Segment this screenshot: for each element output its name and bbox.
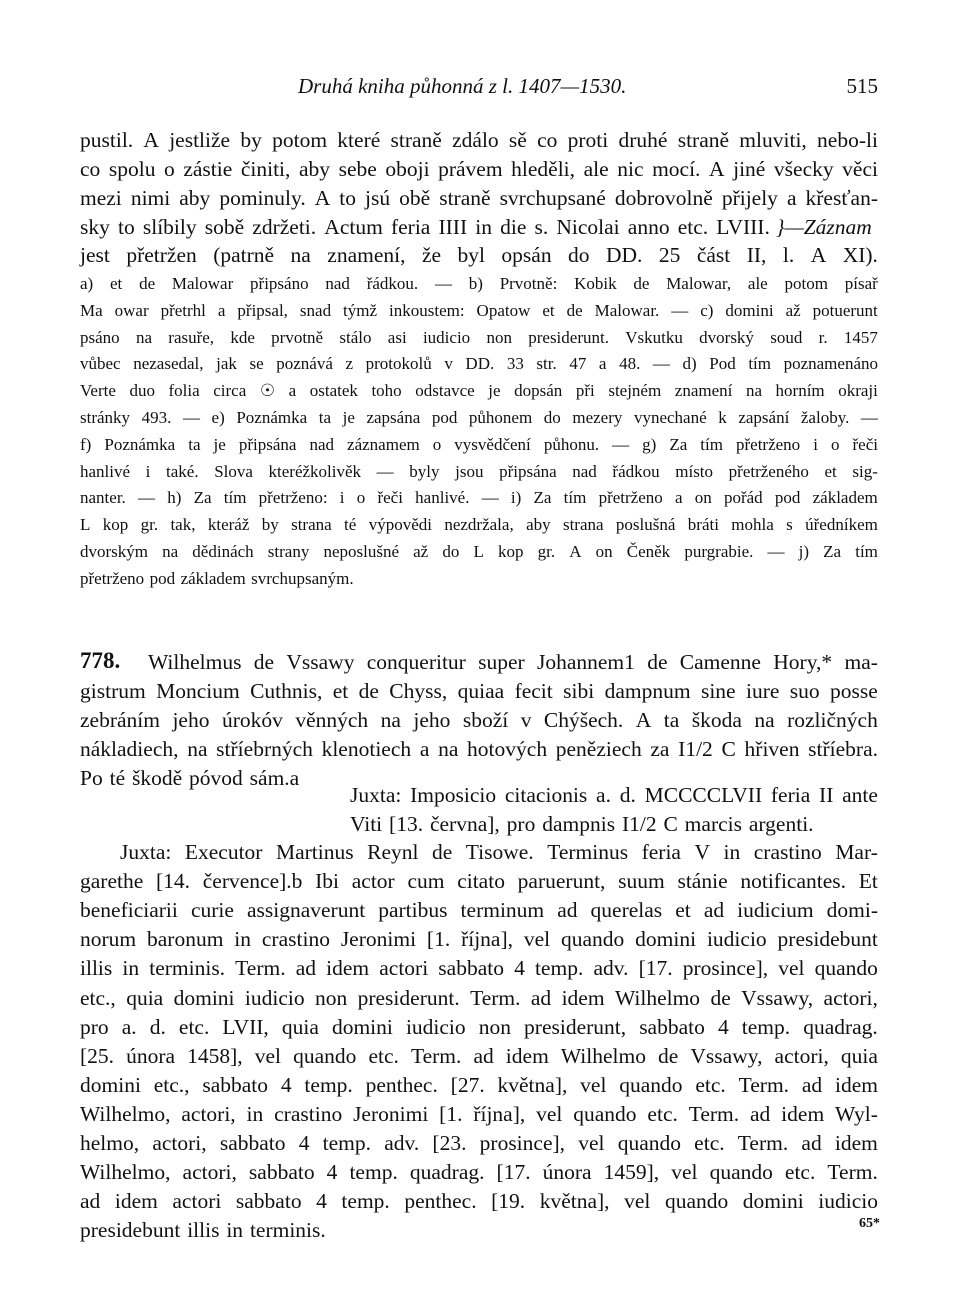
footnote-line: psáno na rasuře, kde prvotně stálo asi iudicio non presiderunt. Vskutku dvorský soud r. 1457 — [80, 328, 878, 347]
entry-line: Po té škodě póvod sám.a — [80, 766, 300, 790]
page-header — [80, 74, 878, 102]
footnote-line: přetrženo pod základem svrchupsaným. — [80, 569, 354, 588]
running-title: Druhá kniha půhonná z l. 1407—1530. — [298, 74, 627, 98]
footnote-line: vůbec nezasedal, jak se poznává z protokolů v DD. 33 str. 47 a 48. — d) Pod tím poznamenáno — [80, 354, 878, 373]
entry-line: nákladiech, na stříebrných klenotiech a na hotových peněziech za I1/2 C hřiven stříebra. — [80, 737, 878, 761]
juxta-line: Viti [13. června], pro dampnis I1/2 C marcis argenti. — [350, 812, 814, 836]
footnote-line: hanlivé i také. Slova kteréžkolivěk — byly jsou připsána nad řádkou místo přetrženého et sig- — [80, 462, 878, 481]
footnote-line: nanter. — h) Za tím přetrženo: i o řeči hanlivé. — i) Za tím přetrženo a on pořád pod základem — [80, 488, 878, 507]
text-line: co spolu o zástie činiti, aby sebe oboji právem hleděli, ale nic mocí. A jiné všecky věci — [80, 157, 878, 181]
text-line-tail: }—Záznam — [776, 215, 872, 239]
entry-line: garethe [14. července].b Ibi actor cum citato paruerunt, suum stánie notificantes. Et — [80, 869, 878, 893]
entry-line: Wilhelmus de Vssawy conqueritur super Johannem1 de Camenne Hory,* ma- — [148, 650, 878, 674]
entry-line: presidebunt illis in terminis. — [80, 1218, 326, 1242]
text-line: jest přetržen (patrně na znamení, že byl opsán do DD. 25 část II, l. A XI). — [80, 243, 878, 267]
entry-line: norum baronum in crastino Jeronimi [1. října], vel quando domini iudicio presidebunt — [80, 927, 878, 951]
text-line: sky to slíbily sobě zdržeti. Actum feria IIII in die s. Nicolai anno etc. LVIII. — [80, 215, 770, 239]
entry-number: 778. — [80, 648, 121, 673]
footnote-line: a) et de Malowar připsáno nad řádkou. — b) Prvotně: Kobik de Malowar, ale potom písař — [80, 274, 878, 293]
entry-line: illis in terminis. Term. ad idem actori sabbato 4 temp. adv. [17. prosince], vel quando — [80, 956, 878, 980]
signature-mark: 65* — [859, 1216, 880, 1231]
entry-line: zebráním jeho úrokóv věnných na jeho sboží v Chýšech. A ta škoda na rozličných — [80, 708, 878, 732]
entry-line: Wilhelmo, actori, in crastino Jeronimi [1. října], vel quando etc. Term. ad idem Wyl- — [80, 1102, 878, 1126]
entry-line: helmo, actori, sabbato 4 temp. adv. [23. prosince], vel quando etc. Term. ad idem — [80, 1131, 878, 1155]
footnote-line: stránky 493. — e) Poznámka ta je zapsána pod půhonem do mezery vynechané k zapsání žaloby. — — [80, 408, 878, 427]
text-line: mezi nimi aby pominuly. A to jsú obě straně svrchupsané dobrovolně přijely a křesťan- — [80, 186, 878, 210]
entry-line: domini etc., sabbato 4 temp. penthec. [27. května], vel quando etc. Term. ad idem — [80, 1073, 878, 1097]
entry-line: Wilhelmo, actori, sabbato 4 temp. quadrag. [17. února 1459], vel quando etc. Term. — [80, 1160, 878, 1184]
footnote-line: dvorským na dědinách strany neposlušné až do L kop gr. A on Čeněk purgrabie. — j) Za tím — [80, 542, 878, 561]
entry-line: [25. února 1458], vel quando etc. Term. ad idem Wilhelmo de Vssawy, actori, quia — [80, 1044, 878, 1068]
page-number: 515 — [846, 74, 878, 98]
juxta-line: Juxta: Imposicio citacionis a. d. MCCCCLVII feria II ante — [350, 783, 878, 807]
footnote-line: L kop gr. tak, kteráž by strana té výpovědi nezdržala, aby strana poslušná bráti mohla s úředníkem — [80, 515, 878, 534]
entry-line: pro a. d. etc. LVII, quia domini iudicio non presiderunt, sabbato 4 temp. quadrag. — [80, 1015, 878, 1039]
entry-line: etc., quia domini iudicio non presiderunt. Term. ad idem Wilhelmo de Vssawy, actori, — [80, 986, 878, 1010]
footnote-line: Ma owar přetrhl a připsal, snad týmž inkoustem: Opatow et de Malowar. — c) domini až potuerunt — [80, 301, 878, 320]
entry-line: ad idem actori sabbato 4 temp. penthec. [19. května], vel quando domini iudicio — [80, 1189, 878, 1213]
footnote-line: Verte duo folia circa ☉ a ostatek toho odstavce je dopsán při stejném znamení na horním okraji — [80, 381, 878, 400]
entry-line: beneficiarii curie assignaverunt partibus terminum ad querelas et ad iudicium domi- — [80, 898, 878, 922]
footnote-line: f) Poznámka ta je připsána nad záznamem o vysvědčení půhonu. — g) Za tím přetrženo i o řeči — [80, 435, 878, 454]
text-line: pustil. A jestliže by potom které straně zdálo sě co proti druhé straně mluviti, nebo-li — [80, 128, 878, 152]
entry-line: gistrum Moncium Cuthnis, et de Chyss, quiaa fecit sibi dampnum sine iure suo posse — [80, 679, 878, 703]
entry-line: Juxta: Executor Martinus Reynl de Tisowe. Terminus feria V in crastino Mar- — [120, 840, 878, 864]
